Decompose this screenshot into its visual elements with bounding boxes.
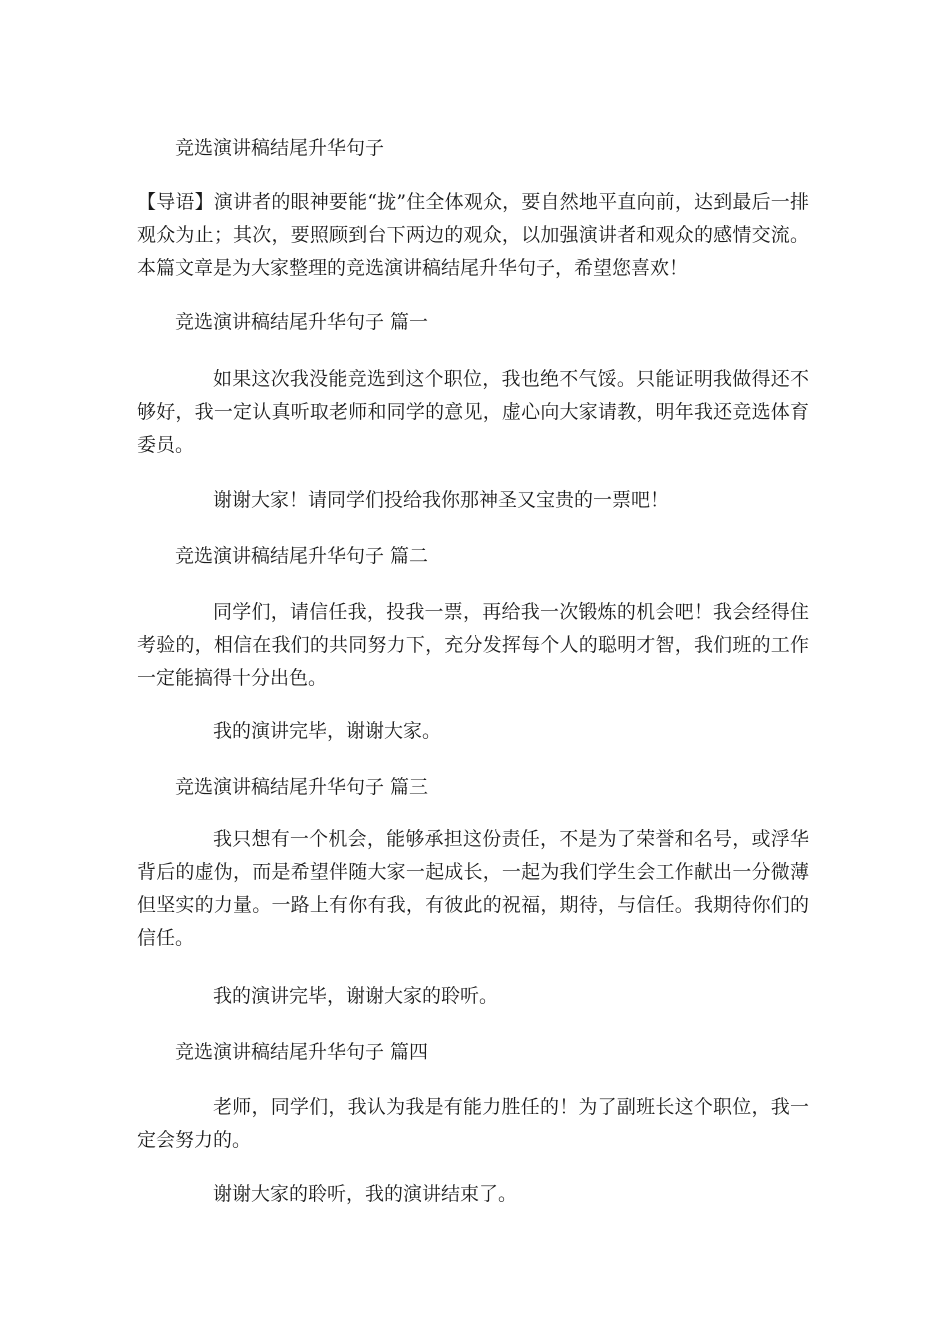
section-body: 我只想有一个机会，能够承担这份责任，不是为了荣誉和名号，或浮华背后的虚伪，而是希望伴随大家一起成长，一起为我们学生会工作献出一分微薄但坚实的力量。一路上有你有我，有彼此的祝福，期待，与信任。我期待你们的信任。: [137, 828, 809, 949]
section-closing: 谢谢大家的聆听，我的演讲结束了。: [213, 1183, 518, 1205]
section-closing: 我的演讲完毕，谢谢大家。: [213, 720, 442, 742]
section-heading: 竞选演讲稿结尾升华句子 篇一: [175, 311, 429, 333]
section-heading: 竞选演讲稿结尾升华句子 篇四: [175, 1041, 429, 1063]
document-title: 竞选演讲稿结尾升华句子: [175, 137, 385, 159]
section-closing: 谢谢大家！请同学们投给我你那神圣又宝贵的一票吧！: [213, 489, 670, 511]
section-closing: 我的演讲完毕，谢谢大家的聆听。: [213, 985, 499, 1007]
intro-paragraph: 【导语】演讲者的眼神要能“拢”住全体观众，要自然地平直向前，达到最后一排观众为止；其次，要照顾到台下两边的观众，以加强演讲者和观众的感情交流。本篇文章是为大家整理的竞选演讲稿结尾升华句子，希望您喜欢！: [137, 191, 809, 279]
section-body: 同学们，请信任我，投我一票，再给我一次锻炼的机会吧！我会经得住考验的，相信在我们的共同努力下，充分发挥每个人的聪明才智，我们班的工作一定能搞得十分出色。: [137, 601, 809, 689]
section-body: 如果这次我没能竞选到这个职位，我也绝不气馁。只能证明我做得还不够好，我一定认真听取老师和同学的意见，虚心向大家请教，明年我还竞选体育委员。: [137, 368, 809, 456]
section-heading: 竞选演讲稿结尾升华句子 篇二: [175, 545, 429, 567]
section-body: 老师，同学们，我认为我是有能力胜任的！为了副班长这个职位，我一定会努力的。: [137, 1096, 809, 1151]
section-heading: 竞选演讲稿结尾升华句子 篇三: [175, 776, 429, 798]
